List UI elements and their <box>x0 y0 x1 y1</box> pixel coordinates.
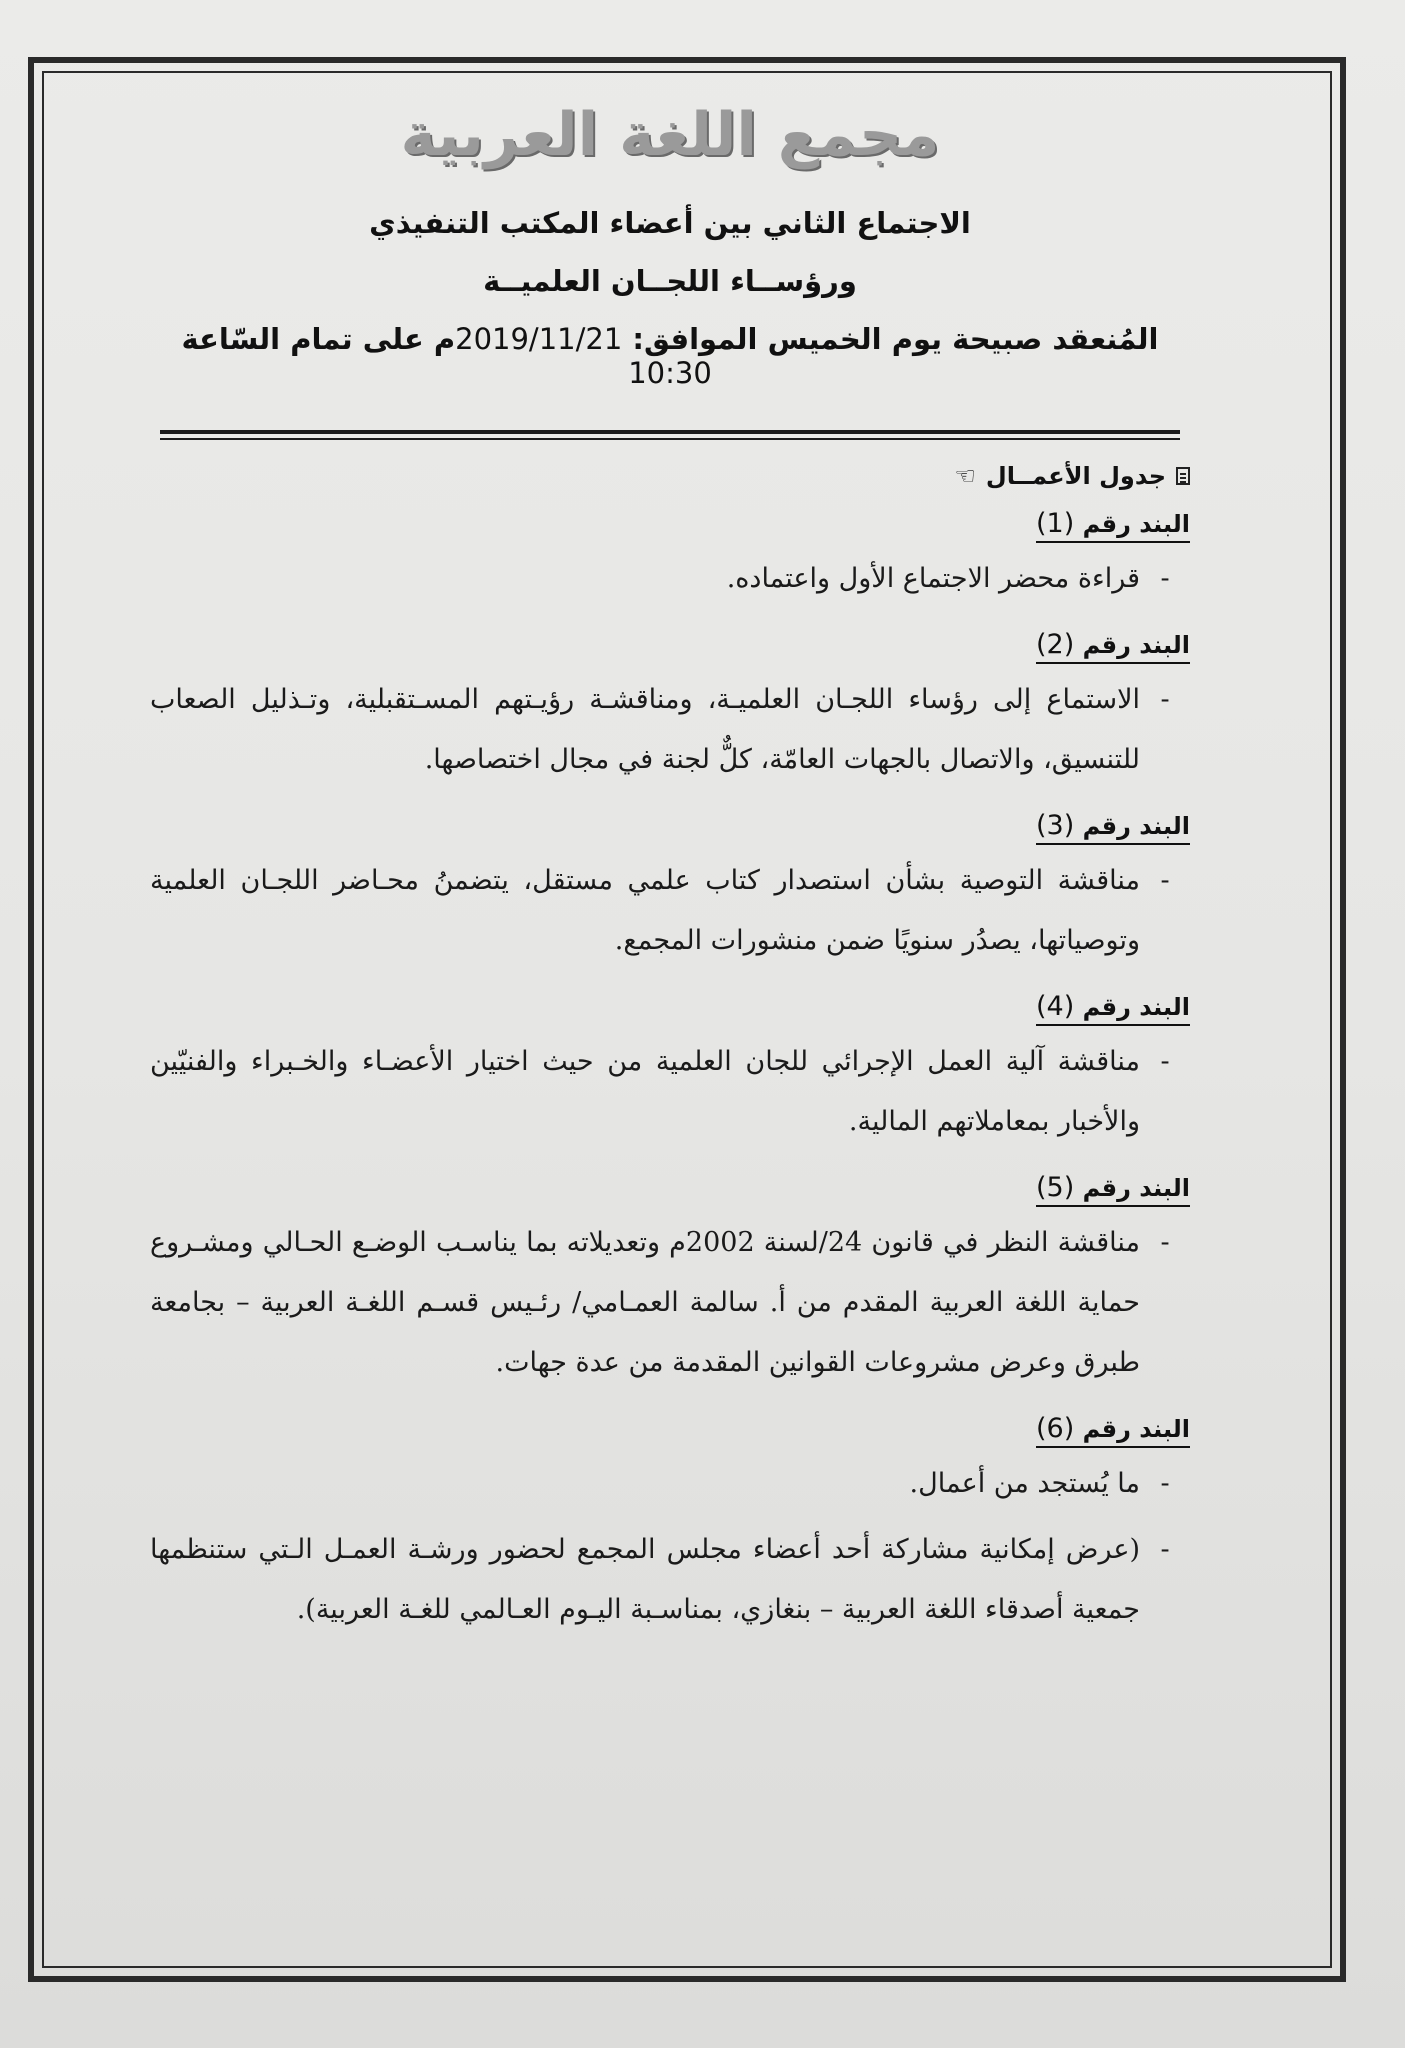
agenda-heading <box>150 462 1190 490</box>
agenda-bullet: - مناقشة النظر في قانون 24/لسنة 2002م وتعديلاته بما يناسـب الوضـع الحـالي ومشـروع حماية اللغة العربية المقدم من أ. سالمة العمـامي/ رئـيس قسـم اللغـة العربية – بجامعة طبرق وعرض مشروعات القوانين المقدمة من عدة جهات. <box>150 1227 1170 1378</box>
document-content <box>150 100 1190 1640</box>
agenda-item-4 <box>150 991 1190 1152</box>
meeting-subtitle: ورؤســاء اللجــان العلميــة <box>483 264 857 298</box>
meeting-time: 10:30 <box>628 356 712 390</box>
agenda-item-2 <box>150 629 1190 790</box>
academy-title: مجمع اللغة العربية <box>400 100 940 170</box>
agenda-item-title: البند رقم (5) <box>1036 1172 1190 1207</box>
meeting-datetime <box>150 322 1190 390</box>
agenda-heading-label: جدول الأعمــال <box>985 462 1166 490</box>
agenda-bullet: - الاستماع إلى رؤساء اللجـان العلميـة، ومناقشـة رؤيـتهم المسـتقبلية، وتـذليل الصعاب للتنسيق، والاتصال بالجهات العامّة، كلٌّ لجنة في مجال اختصاصها. <box>150 684 1170 775</box>
agenda-item-title: البند رقم (2) <box>1036 629 1190 664</box>
agenda-item-title: البند رقم (3) <box>1036 810 1190 845</box>
agenda-item-title: البند رقم (6) <box>1036 1413 1190 1448</box>
agenda-bullet: - مناقشة التوصية بشأن استصدار كتاب علمي مستقل، يتضمنُ محـاضر اللجـان العلمية وتوصياتها، يصدُر سنويًا ضمن منشورات المجمع. <box>150 865 1170 956</box>
meeting-date: 2019/11/21 <box>455 322 623 356</box>
agenda-item-title: البند رقم (4) <box>1036 991 1190 1026</box>
agenda-bullet: - مناقشة آلية العمل الإجرائي للجان العلمية من حيث اختيار الأعضـاء والخـبراء والفنيّين والأخبار بمعاملاتهم المالية. <box>150 1046 1170 1137</box>
agenda-bullet: - ما يُستجد من أعمال. <box>909 1468 1170 1499</box>
meeting-time-prefix: المُنعقد صبيحة يوم الخميس الموافق: <box>622 322 1159 356</box>
agenda-bullet: - قراءة محضر الاجتماع الأول واعتماده. <box>726 563 1170 594</box>
document-icon <box>1176 467 1190 485</box>
meeting-time-middle: م على تمام السّاعة <box>181 322 456 356</box>
agenda-item-1 <box>150 508 1190 609</box>
agenda-item-6 <box>150 1413 1190 1640</box>
agenda-item-5 <box>150 1172 1190 1393</box>
pointing-hand-icon: ☜ <box>954 462 976 490</box>
header-divider <box>160 430 1180 440</box>
agenda-item-3 <box>150 810 1190 971</box>
meeting-title: الاجتماع الثاني بين أعضاء المكتب التنفيذي <box>369 206 971 240</box>
agenda-bullet: - (عرض إمكانية مشاركة أحد أعضاء مجلس المجمع لحضور ورشـة العمـل الـتي ستنظمها جمعية أصدقاء اللغة العربية – بنغازي، بمناسـبة اليـوم العـالمي للغـة العربية). <box>150 1534 1170 1625</box>
agenda-item-title: البند رقم (1) <box>1036 508 1190 543</box>
